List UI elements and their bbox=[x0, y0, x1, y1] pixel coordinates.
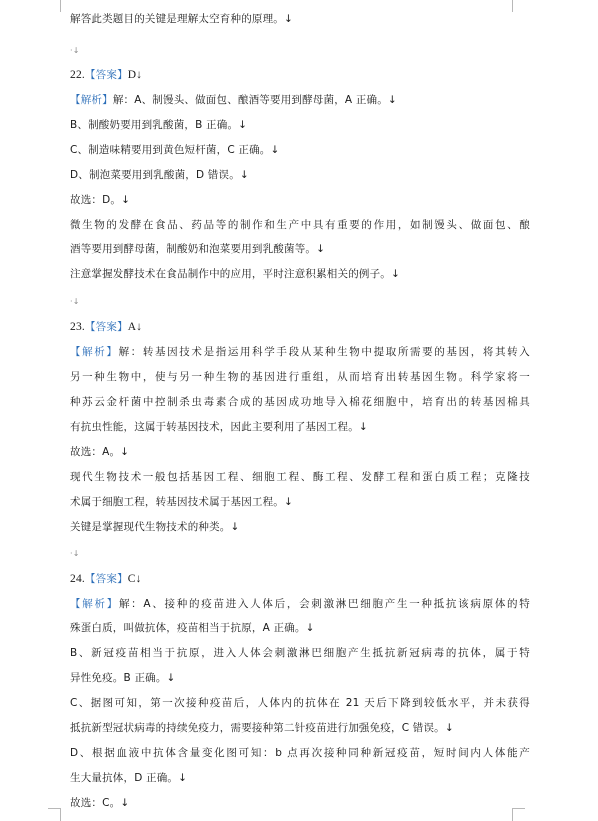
question-number: 24. bbox=[70, 573, 85, 585]
analysis-text: 解：A、制馒头、做面包、酿酒等要用到酵母菌，A 正确。↓ bbox=[112, 94, 397, 106]
answer-value: A↓ bbox=[127, 321, 143, 333]
answer-value: C↓ bbox=[127, 573, 142, 585]
answer-tag: 【答案】 bbox=[84, 321, 128, 333]
q23-analysis bbox=[70, 345, 530, 359]
answer-tag: 【答案】 bbox=[84, 573, 128, 585]
q24-answer bbox=[70, 572, 530, 586]
q23-answer bbox=[70, 320, 530, 334]
analysis-tag: 【解析】 bbox=[70, 346, 119, 358]
q22-note: 微生物的发酵在食品、药品等的制作和生产中具有重要的作用，如制馒头、做面包、酿 bbox=[70, 219, 530, 231]
q23-choice: 故选：A。↓ bbox=[70, 446, 130, 458]
q23-analysis-text: 有抗虫性能，这属于转基因技术，因此主要利用了基因工程。↓ bbox=[70, 421, 368, 433]
q21-summary: 解答此类题目的关键是理解太空育种的原理。↓ bbox=[70, 13, 293, 25]
q23-analysis-text: 另一种生物中，使与另一种生物的基因进行重组，从而培育出转基因生物。科学家将一 bbox=[70, 371, 530, 383]
answer-tag: 【答案】 bbox=[84, 69, 128, 81]
q22-option-b: B、制酸奶要用到乳酸菌，B 正确。↓ bbox=[70, 119, 248, 131]
q23-analysis-text: 种苏云金杆菌中控制杀虫毒素合成的基因成功地导入棉花细胞中，培育出的转基因棉具 bbox=[70, 396, 530, 408]
analysis-text: 解：A、接种的疫苗进入人体后，会刺激淋巴细胞产生一种抵抗该病原体的特 bbox=[118, 598, 530, 610]
question-number: 23. bbox=[70, 321, 85, 333]
q24-analysis bbox=[70, 597, 530, 611]
question-number: 22. bbox=[70, 69, 85, 81]
q24-option-b: 异性免疫。B 正确。↓ bbox=[70, 672, 176, 684]
q24-option-d: D、根据血液中抗体含量变化图可知：b 点再次接种同种新冠疫苗，短时间内人体能产 bbox=[70, 747, 530, 759]
q24-option-b: B、新冠疫苗相当于抗原，进入人体会刺激淋巴细胞产生抵抗新冠病毒的抗体，属于特 bbox=[70, 647, 530, 659]
analysis-tag: 【解析】 bbox=[70, 598, 119, 610]
analysis-tag: 【解析】 bbox=[70, 94, 113, 106]
q22-summary: 注意掌握发酵技术在食品制作中的应用，平时注意积累相关的例子。↓ bbox=[70, 268, 400, 280]
page-corner-mark bbox=[48, 808, 61, 821]
q22-note: 酒等要用到酵母菌，制酸奶和泡菜要用到乳酸菌等。↓ bbox=[70, 243, 326, 255]
blank-line: ·↓ bbox=[70, 297, 80, 306]
q22-option-d: D、制泡菜要用到乳酸菌，D 错误。↓ bbox=[70, 169, 249, 181]
q24-choice: 故选：C。↓ bbox=[70, 797, 130, 809]
page-corner-mark bbox=[512, 0, 525, 12]
q24-option-c: C、据图可知，第一次接种疫苗后，人体内的抗体在 21 天后下降到较低水平，并未获得 bbox=[70, 697, 530, 709]
q24-option-c: 抵抗新型冠状病毒的持续免疫力，需要接种第二针疫苗进行加强免疫，C 错误。↓ bbox=[70, 722, 454, 734]
q22-option-c: C、制造味精要用到黄色短杆菌，C 正确。↓ bbox=[70, 144, 280, 156]
q22-analysis bbox=[70, 93, 530, 107]
q23-note: 现代生物技术一般包括基因工程、细胞工程、酶工程、发酵工程和蛋白质工程；克隆技 bbox=[70, 471, 530, 483]
answer-value: D↓ bbox=[127, 69, 143, 81]
q22-answer bbox=[70, 68, 530, 82]
q22-choice: 故选：D。↓ bbox=[70, 194, 131, 206]
q24-analysis-text: 殊蛋白质，叫做抗体，疫苗相当于抗原，A 正确。↓ bbox=[70, 622, 315, 634]
q23-summary: 关键是掌握现代生物技术的种类。↓ bbox=[70, 521, 240, 533]
q24-option-d: 生大量抗体，D 正确。↓ bbox=[70, 772, 188, 784]
blank-line: ·↓ bbox=[70, 549, 80, 558]
q23-note: 术属于细胞工程，转基因技术属于基因工程。↓ bbox=[70, 496, 293, 508]
page-corner-mark bbox=[48, 0, 61, 12]
blank-line: ·↓ bbox=[70, 46, 80, 55]
analysis-text: 解：转基因技术是指运用科学手段从某种生物中提取所需要的基因，将其转入 bbox=[118, 346, 530, 358]
